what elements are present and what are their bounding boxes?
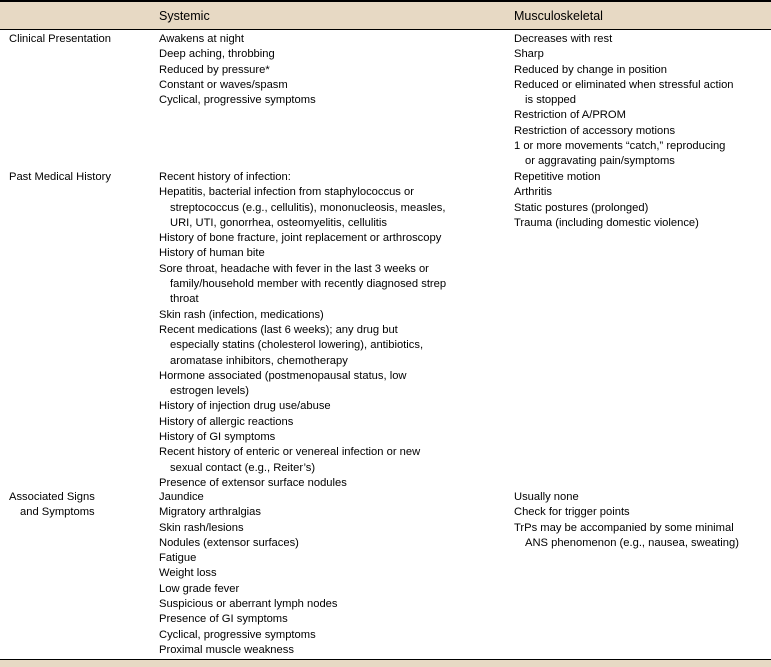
systemic-item: Awakens at night [159,33,244,45]
musculoskeletal-item: or aggravating pain/symptoms [525,155,675,168]
musculoskeletal-item: is stopped [525,94,576,107]
systemic-item: sexual contact (e.g., Reiter’s) [170,461,316,474]
systemic-item: family/household member with recently diagnosed strep [170,278,447,291]
systemic-item: Sore throat, headache with fever in the last 3 weeks or [159,262,429,275]
musculoskeletal-item: TrPs may be accompanied by some minimal [514,521,734,534]
musculoskeletal-item: Usually none [514,491,579,503]
musculoskeletal-item: Trauma (including domestic violence) [514,216,699,229]
musculoskeletal-item: Repetitive motion [514,171,601,183]
systemic-item: Low grade fever [159,582,240,595]
row-label-line: and Symptoms [20,506,95,519]
systemic-item: Cyclical, progressive symptoms [159,628,316,641]
systemic-item: Jaundice [159,491,204,503]
table-header [0,2,771,30]
musculoskeletal-item: Arthritis [514,186,552,199]
systemic-item: Migratory arthralgias [159,506,261,519]
musculoskeletal-item: Reduced or eliminated when stressful action [514,78,734,91]
musculoskeletal-item: Restriction of accessory motions [514,124,676,137]
systemic-item: Skin rash/lesions [159,521,244,534]
musculoskeletal-cell [514,32,770,170]
systemic-item: Presence of extensor surface nodules [159,476,347,489]
systemic-item: Weight loss [159,567,217,580]
musculoskeletal-cell [514,170,770,231]
systemic-item: Skin rash (infection, medications) [159,308,324,321]
systemic-item: streptococcus (e.g., cellulitis), mononucleosis, measles, [170,201,446,214]
systemic-item: History of injection drug use/abuse [159,400,331,413]
musculoskeletal-item: Restriction of A/PROM [514,109,626,122]
systemic-item: History of GI symptoms [159,431,276,444]
systemic-item: History of bone fracture, joint replacement or arthroscopy [159,232,442,245]
systemic-item: History of human bite [159,247,265,260]
musculoskeletal-item: Check for trigger points [514,506,630,519]
header-musculoskeletal: Musculoskeletal [514,9,603,23]
row-label [9,32,149,47]
systemic-item: Nodules (extensor surfaces) [159,536,299,549]
systemic-item: Proximal muscle weakness [159,643,294,656]
systemic-item: Fatigue [159,552,197,565]
systemic-item: Cyclical, progressive symptoms [159,94,316,107]
systemic-item: History of allergic reactions [159,415,294,428]
systemic-item: estrogen levels) [170,385,249,398]
musculoskeletal-item: Sharp [514,48,544,61]
systemic-item: Recent medications (last 6 weeks); any drug but [159,323,398,336]
musculoskeletal-item: Decreases with rest [514,33,613,45]
systemic-item: especially statins (cholesterol lowering), antibiotics, [170,339,424,352]
systemic-item: Suspicious or aberrant lymph nodes [159,598,338,611]
systemic-item: Reduced by pressure* [159,63,270,76]
systemic-item: Hepatitis, bacterial infection from staphylococcus or [159,186,414,199]
systemic-cell [159,32,511,108]
systemic-cell [159,170,511,491]
systemic-item: Presence of GI symptoms [159,613,288,626]
systemic-item: Recent history of infection: [159,171,291,183]
systemic-item: Hormone associated (postmenopausal status, low [159,369,407,382]
row-label-line: Clinical Presentation [9,33,111,45]
musculoskeletal-cell [514,490,770,551]
row-label-line: Past Medical History [9,171,111,183]
header-systemic: Systemic [159,9,210,23]
systemic-item: aromatase inhibitors, chemotherapy [170,354,348,367]
row-label-line: Associated Signs [9,491,95,503]
systemic-item: throat [170,293,199,306]
musculoskeletal-item: Reduced by change in position [514,63,668,76]
musculoskeletal-item: Static postures (prolonged) [514,201,649,214]
systemic-cell [159,490,511,658]
row-label [9,490,149,521]
row-label [9,170,149,185]
systemic-item: Deep aching, throbbing [159,48,275,61]
systemic-item: Recent history of enteric or venereal infection or new [159,446,421,459]
systemic-item: Constant or waves/spasm [159,78,288,91]
musculoskeletal-item: ANS phenomenon (e.g., nausea, sweating) [525,536,739,549]
musculoskeletal-item: 1 or more movements “catch,” reproducing [514,140,726,153]
systemic-item: URI, UTI, gonorrhea, osteomyelitis, cellulitis [170,216,387,229]
